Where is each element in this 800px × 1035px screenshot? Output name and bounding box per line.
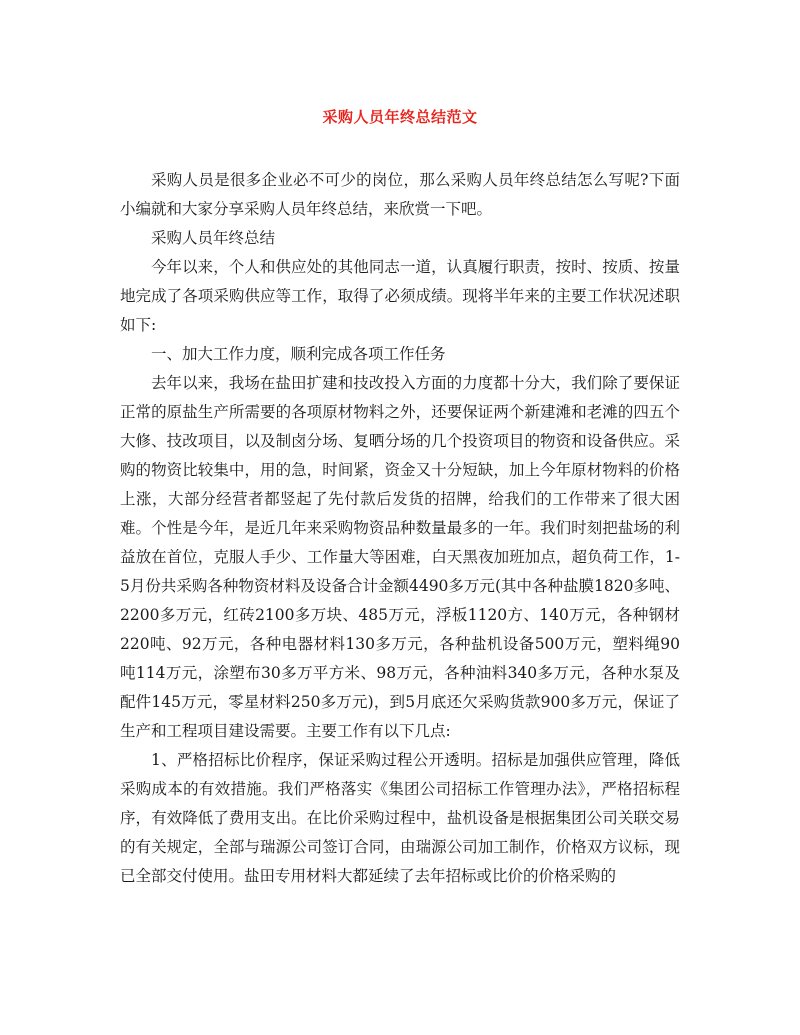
summary-paragraph: 今年以来，个人和供应处的其他同志一道，认真履行职责，按时、按质、按量地完成了各项采购供应等工作，取得了必须成绩。现将半年来的主要工作状况述职如下:	[120, 258, 680, 334]
point-1-paragraph: 1、严格招标比价程序，保证采购过程公开透明。招标是加强供应管理，降低采购成本的有效措施。我们严格落实《集团公司招标工作管理办法》，严格招标程序，有效降低了费用支出。在比价采购过程中，盐机设备是根据集团公司关联交易的有关规定，全部与瑞源公司签订合同，由瑞源公司加工制作，价格双方议标，现已全部交付使用。盐田专用材料大都延续了去年招标或比价的价格采购的	[120, 751, 680, 885]
document-body	[120, 166, 680, 891]
section-heading: 采购人员年终总结	[151, 229, 276, 247]
detail-paragraph: 去年以来，我场在盐田扩建和技改投入方面的力度都十分大，我们除了要保证正常的原盐生产所需要的各项原材物料之外，还要保证两个新建滩和老滩的四五个大修、技改项目，以及制卤分场、复晒分场的几个投资项目的物资和设备供应。采购的物资比较集中，用的急，时间紧，资金又十分短缺，加上今年原材物料的价格上涨，大部分经营者都竖起了先付款后发货的招牌，给我们的工作带来了很大困难。个性是今年，是近几年来采购物资品种数量最多的一年。我们时刻把盐场的利益放在首位，克服人手少、工作量大等困难，白天黑夜加班加点，超负荷工作，1-5月份共采购各种物资材料及设备合计金额4490多万元(其中各种盐膜1820多吨、2200多万元，红砖2100多万块、485万元，浮板1120方、140万元，各种钢材220吨、92万元，各种电器材料130多万元，各种盐机设备500万元，塑料绳90吨114万元，涂塑布30多万平方米、98万元，各种油料340多万元，各种水泵及配件145万元，零星材料250多万元)，到5月底还欠采购货款900多万元，保证了生产和工程项目建设需要。主要工作有以下几点:	[120, 374, 680, 740]
subheading-1: 一、加大工作力度，顺利完成各项工作任务	[151, 345, 446, 363]
document-title: 采购人员年终总结范文	[322, 108, 478, 126]
intro-paragraph: 采购人员是很多企业必不可少的岗位，那么采购人员年终总结怎么写呢?下面小编就和大家分享采购人员年终总结，来欣赏一下吧。	[120, 171, 680, 218]
